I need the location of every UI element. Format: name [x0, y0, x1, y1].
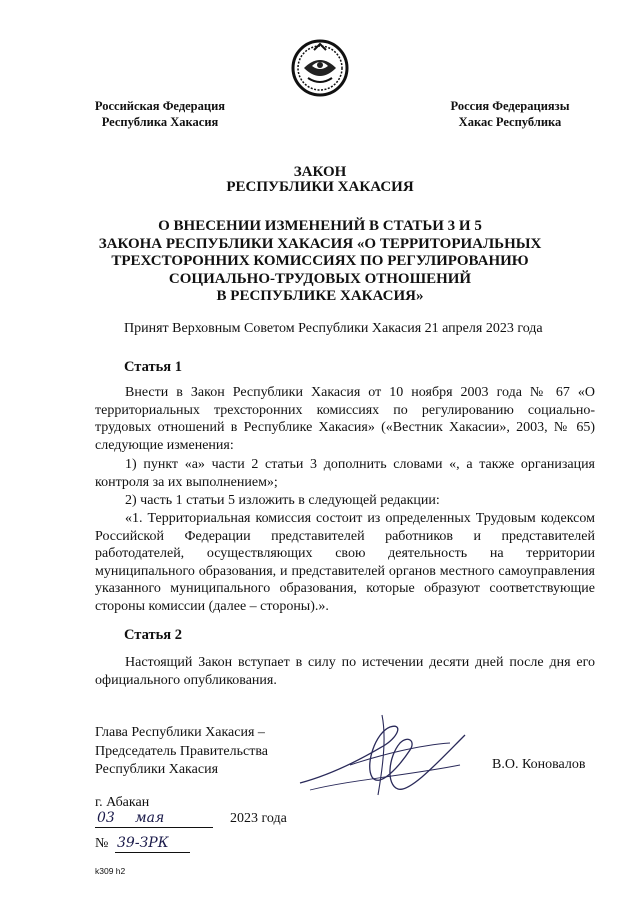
law-subject	[90, 218, 550, 306]
date-underline	[95, 827, 213, 828]
adoption-note: Принят Верховным Советом Республики Хакасия 21 апреля 2023 года	[124, 321, 543, 336]
article-2-paragraph: Настоящий Закон вступает в силу по истечении десяти дней после дня его официального опубликования.	[95, 655, 595, 688]
header-left-line-2: Республика Хакасия	[101, 115, 219, 129]
signatory-name: В.О. Коновалов	[492, 757, 586, 772]
number-label: №	[95, 836, 109, 851]
date-month: мая	[135, 810, 165, 826]
signing-date	[95, 810, 295, 830]
coat-of-arms-emblem-icon	[290, 38, 350, 98]
article-1-item-2: 2) часть 1 статьи 5 изложить в следующей редакции:	[125, 493, 440, 508]
article-1-paragraph: Внести в Закон Республики Хакасия от 10 ноября 2003 года № 67 «О территориальных трехсторонних комиссиях по регулированию социально-трудовых отношений в Республике Хакасия» («Вестник Хакасии», 2003, № 65) следующие изменения:	[95, 385, 595, 453]
article-1-item-1: 1) пункт «а» части 2 статьи 3 дополнить словами «, а также организация контроля за их выполнением»;	[95, 457, 595, 490]
subject-line: ТРЕХСТОРОННИХ КОМИССИЯХ ПО РЕГУЛИРОВАНИЮ	[111, 253, 529, 269]
law-title: ЗАКОН	[293, 164, 347, 180]
signatory-position-line: Глава Республики Хакасия –	[95, 725, 265, 740]
number-underline	[115, 852, 190, 853]
header-right	[430, 98, 590, 130]
date-year: 2023 года	[230, 811, 287, 826]
document-code: k309 h2	[95, 866, 126, 876]
republic-title: РЕСПУБЛИКИ ХАКАСИЯ	[226, 179, 414, 195]
header-right-line-2: Хакас Республика	[458, 115, 562, 129]
subject-line: СОЦИАЛЬНО-ТРУДОВЫХ ОТНОШЕНИЙ	[168, 270, 472, 287]
subject-line: О ВНЕСЕНИИ ИЗМЕНЕНИЙ В СТАТЬИ 3 И 5	[158, 218, 482, 234]
signatory-position-line: Республики Хакасия	[95, 762, 219, 777]
article-2-heading: Статья 2	[124, 627, 182, 643]
article-1-new-text: «1. Территориальная комиссия состоит из определенных Трудовым кодексом Российской Федерации представителей работников и представителей работодателей, осуществляющих свою деятельность на территории муниципального образования, и представителей органов местного самоуправления указанного муниципального образования, которые образуют соответствующие стороны комиссии (далее – стороны).».	[95, 511, 595, 614]
signatory-position	[95, 724, 268, 780]
law-number	[95, 836, 235, 856]
header-right-line-1: Россия Федерациязы	[450, 99, 570, 113]
header-left	[80, 98, 240, 130]
header-left-line-1: Российская Федерация	[94, 99, 226, 113]
handwritten-signature	[290, 705, 480, 805]
place-of-signing: г. Абакан	[95, 795, 150, 810]
date-day: 03	[97, 810, 115, 826]
subject-line: В РЕСПУБЛИКЕ ХАКАСИЯ»	[216, 288, 424, 304]
signatory-position-line: Председатель Правительства	[95, 743, 268, 759]
number-value: 39-ЗРК	[117, 835, 169, 851]
subject-line: ЗАКОНА РЕСПУБЛИКИ ХАКАСИЯ «О ТЕРРИТОРИАЛЬНЫХ	[98, 235, 542, 252]
article-1-heading: Статья 1	[124, 359, 182, 375]
